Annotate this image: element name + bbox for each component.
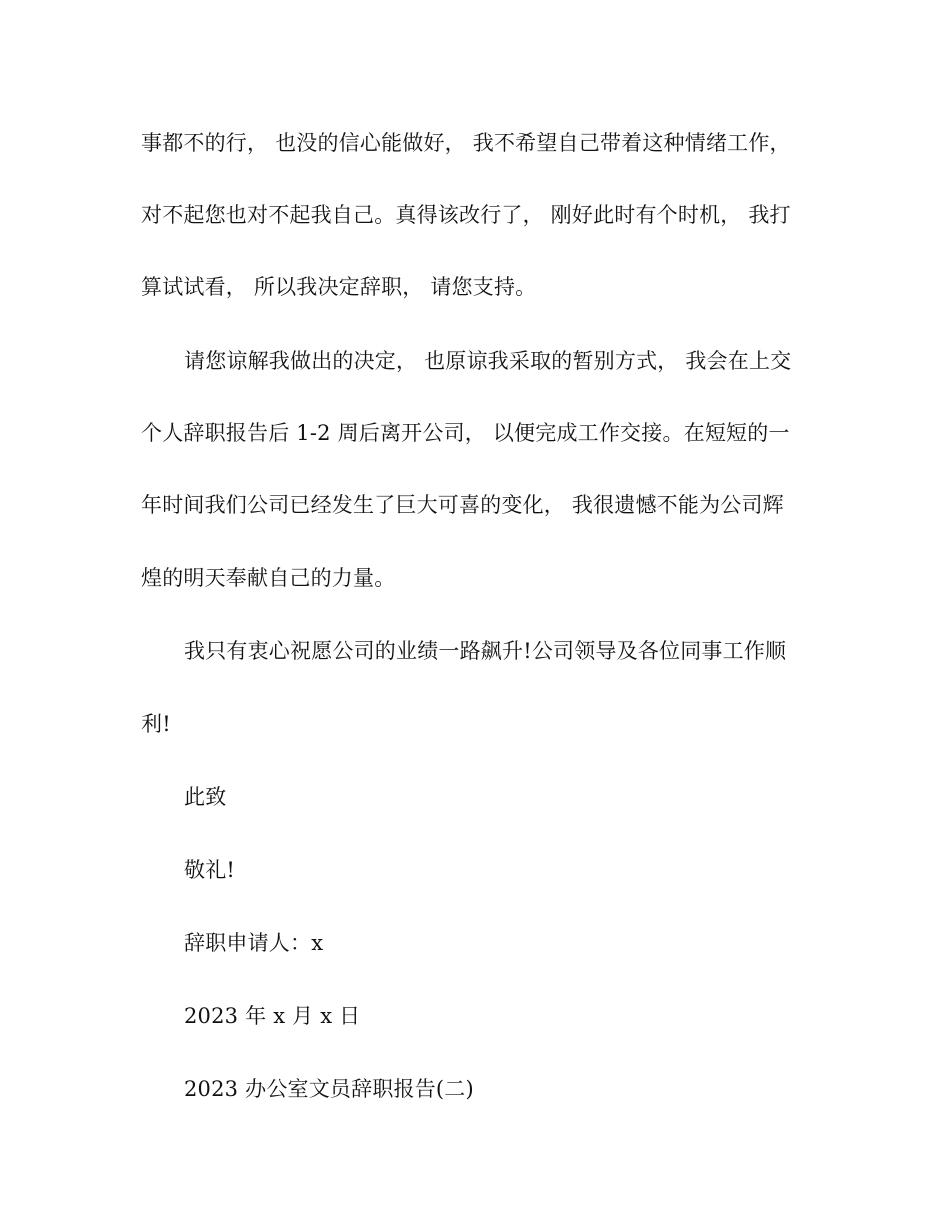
body-text-line: 算试试看， 所以我决定辞职， 请您支持。 [141, 275, 537, 299]
body-text-line: 请您谅解我做出的决定， 也原谅我采取的暂别方式， 我会在上交 [184, 349, 792, 373]
closing-regards: 敬礼! [184, 858, 236, 882]
body-text-line: 对不起您也对不起我自己。真得该改行了， 刚好此时有个时机， 我打 [141, 203, 791, 227]
body-text-line: 我只有衷心祝愿公司的业绩一路飙升!公司领导及各位同事工作顺 [184, 639, 787, 663]
body-text-line: 利! [141, 712, 171, 736]
signature-applicant: 辞职申请人：x [184, 931, 324, 955]
body-text-line: 事都不的行， 也没的信心能做好， 我不希望自己带着这种情绪工作， [141, 131, 791, 155]
body-text-line: 个人辞职报告后 1-2 周后离开公司， 以便完成工作交接。在短短的一 [141, 421, 790, 445]
closing-salutation: 此致 [184, 785, 227, 809]
signature-date: 2023 年 x 月 x 日 [184, 1004, 361, 1028]
section-title: 2023 办公室文员辞职报告(二) [184, 1077, 474, 1101]
body-text-line: 煌的明天奉献自己的力量。 [141, 566, 396, 590]
body-text-line: 年时间我们公司已经发生了巨大可喜的变化， 我很遗憾不能为公司辉 [141, 493, 784, 517]
